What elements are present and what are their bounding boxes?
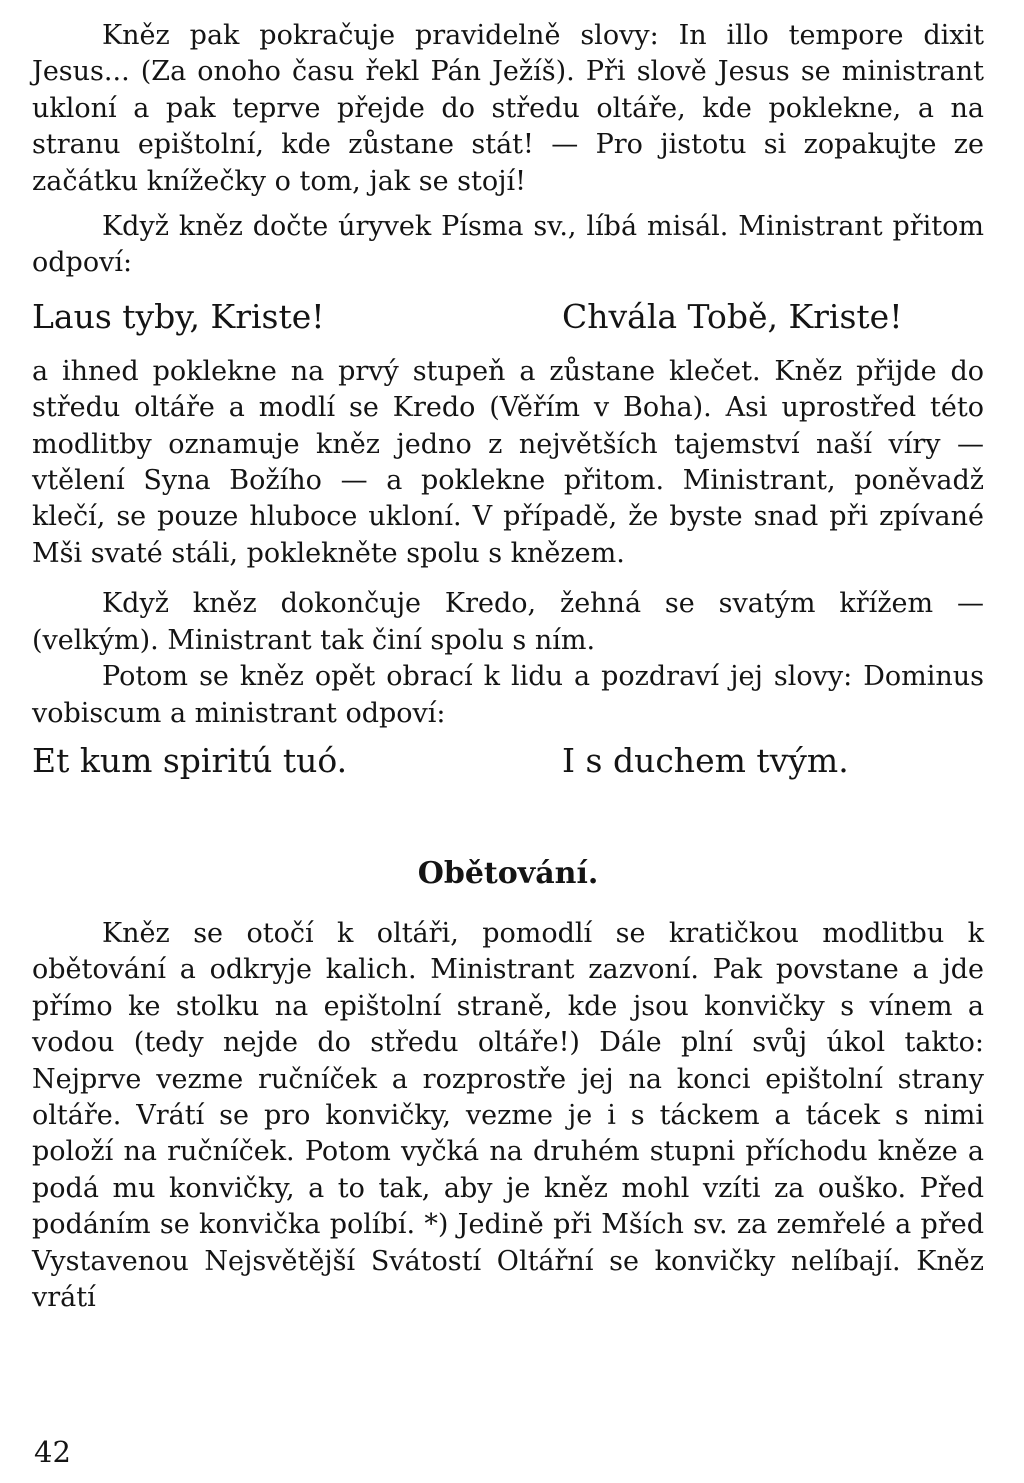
paragraph-dominus-vobiscum: Potom se kněz opět obrací k lidu a pozdraví jej slovy: Dominus vobiscum a ministrant odpoví: (32, 661, 984, 729)
paragraph-gospel-intro: Kněz pak pokračuje pravidelně slovy: In illo tempore dixit Jesus... (Za onoho času řekl Pán Ježíš). Při slově Jesus se ministrant ukloní a pak teprve přejde do středu oltáře, kde poklekne, a na stranu epištolní, kde zůstane stát! — Pro jistotu si zopakujte ze začátku knížečky o tom, jak se stojí! (32, 20, 984, 197)
page-number: 42 (34, 1435, 71, 1469)
paragraph-offertory: Kněz se otočí k oltáři, pomodlí se kratičkou modlitbu k obětování a odkryje kalich. Ministrant zazvoní. Pak povstane a jde přímo ke stolku na epištolní straně, kde jsou konvičky s vínem a vodou (tedy nejde do středu oltáře!) Dále plní svůj úkol takto: Nejprve vezme ručníček a rozprostře jej na konci epištolní strany oltáře. Vrátí se pro konvičky, vezme je i s táckem a tácek s nimi položí na ručníček. Potom vyčká na druhém stupni příchodu kněze a podá mu konvičky, a to tak, aby je kněz mohl vzíti za ouško. Před podáním se konvička políbí. *) Jedině při Mších sv. za zemřelé a před Vystavenou Nejsvětější Svátostí Oltářní se konvičky nelíbají. Kněz vrátí (32, 917, 984, 1313)
section-heading-offertory: Obětování. (417, 855, 599, 891)
response-latin-laus: Laus tyby, Kriste! (32, 296, 325, 336)
paragraph-credo: a ihned poklekne na prvý stupeň a zůstane klečet. Kněz přijde do středu oltáře a modlí se Kredo (Věřím v Boha). Asi uprostřed této modlitby oznamuje kněz jedno z největších tajemství naší víry — vtělení Syna Božího — a poklekne přitom. Ministrant, poněvadž klečí, se pouze hluboce ukloní. V případě, že byste snad při zpívané Mši svaté stáli, poklekněte spolu s knězem. (32, 355, 984, 569)
response-czech-chvala: Chvála Tobě, Kriste! (562, 296, 903, 336)
paragraph-credo-end: Když kněz dokončuje Kredo, žehná se svatým křížem — (velkým). Ministrant tak činí spolu s ním. (32, 588, 984, 656)
response-czech-duchem: I s duchem tvým. (562, 740, 849, 780)
response-et-cum (32, 738, 984, 784)
response-laus (32, 294, 984, 340)
page-body (32, 18, 984, 1316)
paragraph-gospel-end: Když kněz dočte úryvek Písma sv., líbá misál. Ministrant přitom odpoví: (32, 211, 984, 279)
response-latin-et-cum: Et kum spiritú tuó. (32, 740, 348, 780)
